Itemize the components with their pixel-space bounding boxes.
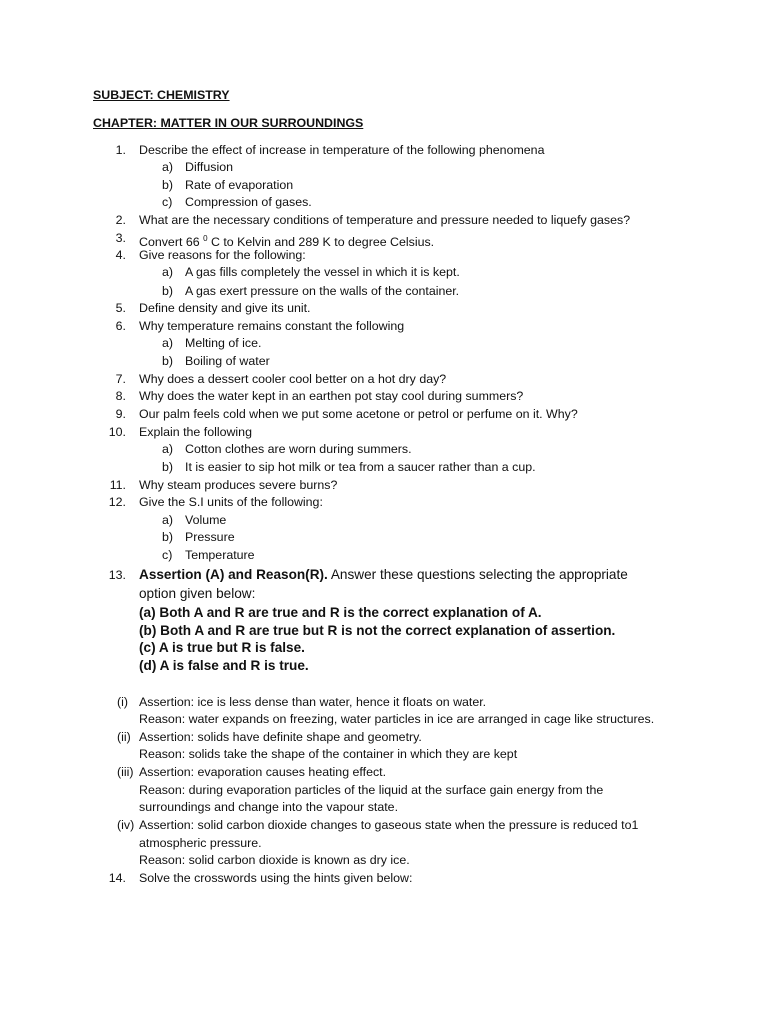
question-text: Give reasons for the following: bbox=[139, 248, 306, 262]
answer-option-b: (b) Both A and R are true but R is not the correct explanation of assertion. bbox=[139, 623, 616, 638]
item-number: (iii) bbox=[117, 765, 134, 779]
assertion-text: Assertion: ice is less dense than water, hence it floats on water. bbox=[139, 695, 487, 709]
option-text: Pressure bbox=[185, 530, 235, 544]
option-text: Rate of evaporation bbox=[185, 178, 294, 192]
question-number: 9. bbox=[115, 407, 126, 421]
question-text-continued: option given below: bbox=[139, 586, 256, 601]
option-label: a) bbox=[162, 265, 174, 279]
question-text: What are the necessary conditions of temperature and pressure needed to liquefy gases? bbox=[139, 213, 631, 227]
question-number: 6. bbox=[115, 319, 126, 333]
assertion-text-continued: atmospheric pressure. bbox=[139, 836, 262, 850]
option-label: b) bbox=[162, 354, 174, 368]
question-text: Why does a dessert cooler cool better on a hot dry day? bbox=[139, 372, 447, 386]
question-text: Why temperature remains constant the following bbox=[139, 319, 405, 333]
option-text: Diffusion bbox=[185, 160, 233, 174]
option-text: Compression of gases. bbox=[185, 195, 312, 209]
question-text: Explain the following bbox=[139, 425, 252, 439]
option-text: Boiling of water bbox=[185, 354, 270, 368]
item-number: (iv) bbox=[117, 818, 135, 832]
question-number: 2. bbox=[115, 213, 126, 227]
question-number: 4. bbox=[115, 248, 126, 262]
option-label: b) bbox=[162, 460, 174, 474]
option-label: b) bbox=[162, 284, 174, 298]
question-text bbox=[139, 566, 628, 583]
question-text: Solve the crosswords using the hints given below: bbox=[139, 871, 413, 885]
question-number: 10. bbox=[108, 425, 126, 439]
option-text: A gas fills completely the vessel in which it is kept. bbox=[185, 265, 460, 279]
question-number: 11. bbox=[109, 478, 126, 492]
option-label: c) bbox=[162, 548, 173, 562]
question-text: Define density and give its unit. bbox=[139, 301, 311, 315]
reason-text: Reason: during evaporation particles of the liquid at the surface gain energy from the bbox=[139, 783, 604, 797]
question-text: Why steam produces severe burns? bbox=[139, 478, 338, 492]
option-label: a) bbox=[162, 442, 174, 456]
option-text: Volume bbox=[185, 513, 227, 527]
degree-superscript: 0 bbox=[203, 234, 208, 243]
answer-option-a: (a) Both A and R are true and R is the correct explanation of A. bbox=[139, 605, 542, 620]
text-part: C to Kelvin and 289 K to degree Celsius. bbox=[207, 235, 435, 250]
option-label: a) bbox=[162, 513, 174, 527]
option-text: Temperature bbox=[185, 548, 255, 562]
option-label: c) bbox=[162, 195, 173, 209]
question-text: Describe the effect of increase in temperature of the following phenomena bbox=[139, 143, 545, 157]
option-text: A gas exert pressure on the walls of the container. bbox=[185, 284, 460, 298]
question-text: Our palm feels cold when we put some acetone or petrol or perfume on it. Why? bbox=[139, 407, 578, 421]
question-number: 13. bbox=[108, 568, 126, 582]
option-text: Cotton clothes are worn during summers. bbox=[185, 442, 412, 456]
question-number: 5. bbox=[115, 301, 126, 315]
answer-option-c: (c) A is true but R is false. bbox=[139, 640, 305, 655]
option-label: b) bbox=[162, 530, 174, 544]
question-number: 14. bbox=[108, 871, 126, 885]
reason-text: Reason: solid carbon dioxide is known as dry ice. bbox=[139, 853, 410, 867]
subject-heading: SUBJECT: CHEMISTRY bbox=[93, 88, 230, 102]
option-label: a) bbox=[162, 336, 174, 350]
question-number: 1. bbox=[115, 143, 126, 157]
question-number: 8. bbox=[115, 389, 126, 403]
item-number: (i) bbox=[117, 695, 129, 709]
assertion-text: Assertion: solids have definite shape and geometry. bbox=[139, 730, 422, 744]
assertion-text: Assertion: solid carbon dioxide changes to gaseous state when the pressure is reduced to1 bbox=[139, 818, 639, 832]
question-text: Give the S.I units of the following: bbox=[139, 495, 323, 509]
item-number: (ii) bbox=[117, 730, 131, 744]
answer-option-d: (d) A is false and R is true. bbox=[139, 658, 309, 673]
question-text: Why does the water kept in an earthen pot stay cool during summers? bbox=[139, 389, 524, 403]
chapter-heading: CHAPTER: MATTER IN OUR SURROUNDINGS bbox=[93, 116, 364, 130]
text-part: Answer these questions selecting the appropriate bbox=[327, 567, 628, 582]
reason-text: Reason: water expands on freezing, water particles in ice are arranged in cage like structures. bbox=[139, 712, 655, 726]
option-text: Melting of ice. bbox=[185, 336, 262, 350]
question-number: 7. bbox=[115, 372, 126, 386]
text-part: Convert 66 bbox=[139, 235, 204, 250]
assertion-reason-heading: Assertion (A) and Reason(R). bbox=[139, 567, 328, 582]
question-number: 3. bbox=[115, 231, 126, 245]
option-label: b) bbox=[162, 178, 174, 192]
question-number: 12. bbox=[108, 495, 126, 509]
assertion-text: Assertion: evaporation causes heating effect. bbox=[139, 765, 387, 779]
option-label: a) bbox=[162, 160, 174, 174]
option-text: It is easier to sip hot milk or tea from a saucer rather than a cup. bbox=[185, 460, 536, 474]
reason-text: Reason: solids take the shape of the container in which they are kept bbox=[139, 747, 518, 761]
reason-text-continued: surroundings and change into the vapour state. bbox=[139, 800, 399, 814]
